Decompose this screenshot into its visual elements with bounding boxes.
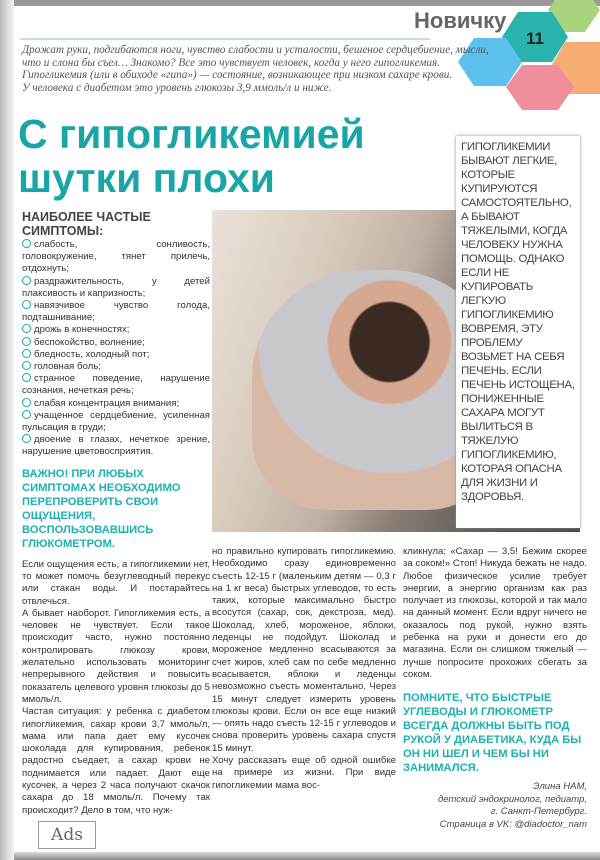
symptom-item: дрожь в конечностях; — [22, 324, 210, 336]
article-title — [18, 112, 365, 200]
middle-column — [212, 546, 396, 792]
page-number: 11 — [526, 29, 544, 48]
page-bottom-edge — [0, 852, 600, 860]
important-callout: ВАЖНО! ПРИ ЛЮБЫХ СИМПТОМАХ НЕОБХОДИМО ПЕРЕПРОВЕРИТЬ СВОИ ОЩУЩЕНИЯ, ВОСПОЛЬЗОВАВШИСЬ ГЛЮКОМЕТРОМ. — [22, 467, 181, 550]
body-paragraph: но правильно купировать гипогликемию. Необходимо сразу единовременно съесть 12-15 г (маленьким детям — 0,3 г на 1 кг веса) быстрых углеводов, то есть таких, которые максимально быстро всосутся (сахар, сок, декстроза, мед). Шоколад, хлеб, мороженое, яблоки, леденцы не подойдут. Шоколад и мороженое медленно всасываются за счет жиров, хлеб сам по себе медленно всасывается, яблоки и леденцы невозможно съесть моментально. Через 15 минут следует измерить уровень глюкозы крови. Если он все еще низкий — опять надо съесть 12-15 г углеводов и снова проверить уровень сахара спустя 15 минут. — [212, 546, 396, 754]
body-paragraph: Если ощущения есть, а гипогликемии нет, то может помочь безуглеводный перекус или стакан воды. И постарайтесь отвлечься. — [22, 558, 210, 607]
symptom-item: слабость, сонливость, головокружение, тянет прилечь, отдохнуть; — [22, 239, 210, 275]
author-vk-link[interactable]: Страница в VK: @diadoctor_nam — [439, 818, 587, 830]
body-paragraph: Частая ситуация: у ребенка с диабетом гипогликемия, сахар крови 3,7 ммоль/л, мама или папа дает ему кусочек шоколада для купирования, ребенок радостно съедает, а сахар крови не поднимается или падает. Дают еще кусочек, а через 2 часа получают скачок сахара до 18 ммоль/л. Почему так происходит? Дело в том, что нуж- — [22, 706, 210, 816]
symptom-item: навязчивое чувство голода, подташнивание; — [22, 300, 210, 324]
lead-text: Дрожат руки, подгибаются ноги, чувство слабости и усталости, бешеное сердцебиение, мысли, что и слона бы съел… Знакомо? Все это чувствует человек, когда у него гипогликемия. Гипогликемия (или в обиходе «гипа») — состояние, возникающее при низком сахаре крови. — [22, 44, 489, 81]
body-paragraph: Хочу рассказать еще об одной ошибке на примере из жизни. При виде гипогликемии мама вос- — [212, 755, 396, 791]
remember-callout: ПОМНИТЕ, ЧТО БЫСТРЫЕ УГЛЕВОДЫ И ГЛЮКОМЕТР ВСЕГДА ДОЛЖНЫ БЫТЬ ПОД РУКОЙ У ДИАБЕТИКА, КУДА БЫ ОН НИ ШЕЛ И ЧЕМ БЫ НИ ЗАНИМАЛСЯ. — [403, 692, 582, 775]
body-column-3 — [403, 546, 587, 681]
title-line: С гипогликемией — [18, 111, 365, 157]
right-column — [403, 546, 587, 831]
symptom-item: странное поведение, нарушение сознания, нечеткая речь; — [22, 373, 210, 397]
lead-text: У человека с диабетом это уровень глюкозы 3,9 ммоль/л и ниже. — [22, 81, 332, 94]
symptom-item: слабая концентрация внимания; — [22, 398, 210, 410]
body-paragraph: А бывает наоборот. Гипогликемия есть, а человек не чувствует. Если такое происходит часто, нужно постоянно контролировать глюкозу крови, желательно использовать мониторинг непрерывного действия и повысить показатель целевого уровня глюкозы до 5 ммоль/л. — [22, 607, 210, 705]
symptom-item: беспокойство, волнение; — [22, 337, 210, 349]
ads-button[interactable]: Ads — [38, 821, 96, 849]
symptom-item: бледность, холодный пот; — [22, 349, 210, 361]
author-signature — [403, 781, 587, 831]
symptom-item: раздражительность, у детей плаксивость и капризность; — [22, 275, 210, 299]
body-column-1 — [22, 559, 210, 817]
left-column — [22, 210, 210, 849]
page-spine-shadow — [0, 0, 14, 860]
title-line: шутки плохи — [18, 155, 275, 201]
body-paragraph: кликнула: «Сахар — 3,5! Бежим скорее за соком!» Стоп! Никуда бежать не надо. Любое физическое усилие требует энергии, а энергию организм как раз получает из глюкозы, которой и так мало на данный момент. Если вдруг ничего не оказалось под рукой, нужно взять ребенка на руки и донести его до магазина. Если он слишком тяжелый — лучше попросите прохожих сбегать за соком. — [403, 546, 587, 680]
symptoms-list — [22, 239, 210, 459]
sidebar-quote: ГИПОГЛИКЕМИИ БЫВАЮТ ЛЕГКИЕ, КОТОРЫЕ КУПИРУЮТСЯ САМОСТОЯТЕЛЬНО, А БЫВАЮТ ТЯЖЕЛЫМИ, КОГДА ЧЕЛОВЕКУ НУЖНА ПОМОЩЬ. ОДНАКО ЕСЛИ НЕ КУПИРОВАТЬ ЛЕГКУЮ ГИПОГЛИКЕМИЮ ВОВРЕМЯ, ЭТУ ПРОБЛЕМУ ВОЗЬМЕТ НА СЕБЯ ПЕЧЕНЬ. ЕСЛИ ПЕЧЕНЬ ИСТОЩЕНА, ПОНИЖЕННЫЕ САХАРА МОГУТ ВЫЛИТЬСЯ В ТЯЖЕЛУЮ ГИПОГЛИКЕМИЮ, КОТОРАЯ ОПАСНА ДЛЯ ЖИЗНИ И ЗДОРОВЬЯ. — [456, 136, 580, 528]
author-name: Элина НАМ, — [532, 781, 587, 793]
symptom-item: двоение в глазах, нечеткое зрение, нарушение цветовосприятия. — [22, 434, 210, 458]
rubric-divider — [20, 38, 430, 40]
lead-paragraph — [22, 44, 492, 94]
symptom-item: учащенное сердцебиение, усиленная пульсация в груди; — [22, 409, 210, 434]
body-column-2 — [212, 546, 396, 792]
author-title: детский эндокринолог, педиатр, — [437, 793, 587, 805]
author-city: г. Санкт-Петербург. — [490, 806, 587, 818]
section-rubric: Новичку — [414, 8, 507, 33]
symptom-item: головная боль; — [22, 361, 210, 373]
symptoms-heading: НАИБОЛЕЕ ЧАСТЫЕ СИМПТОМЫ: — [22, 210, 151, 238]
